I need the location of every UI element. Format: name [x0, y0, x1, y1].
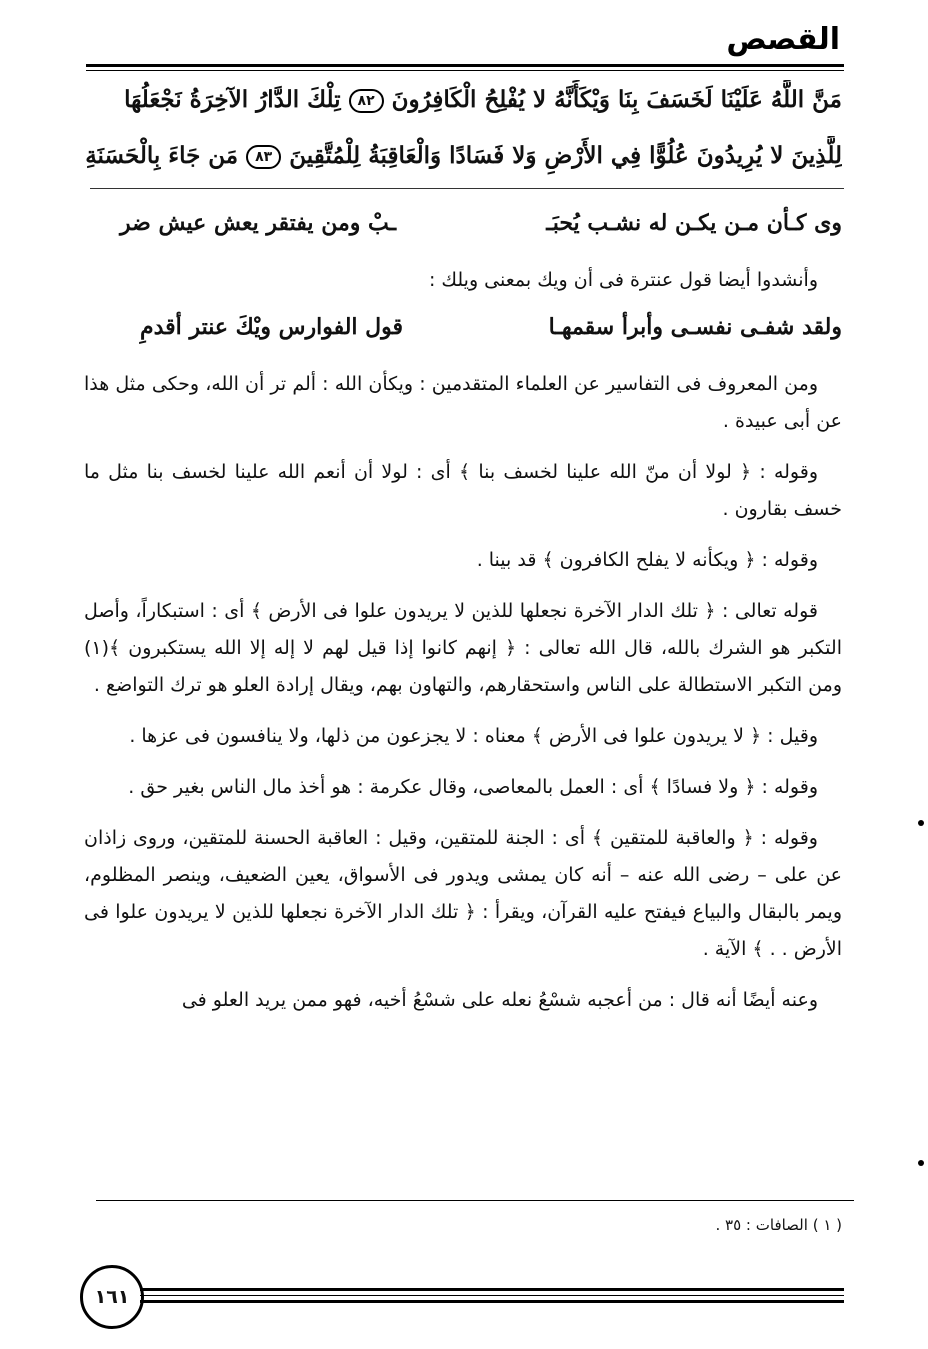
margin-mark	[918, 1160, 924, 1166]
paragraph: وقوله : ﴿ ويكأنه لا يفلح الكافرون ﴾ قد بينا .	[476, 549, 818, 571]
ayah-number-marker: ٨٢	[349, 89, 384, 113]
footnote-rule	[96, 1200, 854, 1201]
poem2-intro	[84, 262, 842, 313]
poem1-hemistich-right: وى كـأن مـن يكـن له نشـب يُحبَـ	[546, 210, 842, 236]
paragraph: وقيل : ﴿ لا يريدون علوا فى الأرض ﴾ معناه : لا يجزعون من ذلها، ولا ينافسون فى عزها .	[129, 725, 818, 747]
quran-text: مَن جَاءَ بِالْحَسَنَةِ	[85, 142, 239, 169]
quran-separator	[90, 188, 844, 189]
margin-mark	[918, 820, 924, 826]
paragraph: قوله تعالى : ﴿ تلك الدار الآخرة نجعلها للذين لا يريدون علوا فى الأرض ﴾ أى : استبكاراً، وأصل التكبر هو الشرك بالله، قال الله تعالى : ﴿ إنهم كانوا إذا قيل لهم لا إله إلا الله يستكبرون ﴾(١) ومن التكبر الاستطالة على الناس واستحقارهم، والتهاون بهم، ويقال إرادة العلو هو ترك التواضع .	[84, 600, 842, 696]
quran-text: تِلْكَ الدَّارُ الآخِرَةُ نَجْعَلُهَا	[124, 86, 341, 113]
paragraph: وعنه أيضًا أنه قال : من أعجبه شسْعُ نعله على شسْعُ أخيه، فهو ممن يريد العلو فى	[181, 989, 818, 1011]
quran-line-2	[82, 136, 842, 176]
footer-rule	[140, 1288, 844, 1291]
poem2-hemistich-right: ولقد شفـى نفسـى وأبرأ سقمهـا	[548, 314, 842, 340]
ayah-number-marker: ٨٣	[246, 145, 281, 169]
intro-text: وأنشدوا أيضا قول عنترة فى أن ويك بمعنى ويلك :	[428, 269, 818, 291]
poem2-hemistich-left: قول الفوارس ويْكَ عنتر أقدمِ	[140, 314, 404, 340]
page-number: ١٦١	[80, 1265, 144, 1329]
header-rule-thick	[86, 64, 844, 67]
body-text	[84, 366, 842, 1033]
header-rule-thin	[86, 70, 844, 71]
paragraph: وقوله : ﴿ لولا أن منّ الله علينا لخسف بنا ﴾ أى : لولا أن أنعم الله علينا لخسف بنا مثل ما خسف بقارون .	[84, 461, 842, 520]
footnote: ( ١ ) الصافات : ٣٥ .	[715, 1216, 842, 1234]
paragraph: ومن المعروف فى التفاسير عن العلماء المتقدمين : ويكأن الله : ألم تر أن الله، وحكى مثل هذا عن أبى عبيدة .	[84, 373, 842, 432]
footer-rule	[140, 1300, 844, 1303]
paragraph: وقوله : ﴿ ولا فسادًا ﴾ أى : العمل بالمعاصى، وقال عكرمة : هو أخذ مال الناس بغير حق .	[128, 776, 818, 798]
quran-text: مَنَّ اللَّهُ عَلَيْنَا لَخَسَفَ بِنَا وَيْكَأَنَّهُ لا يُفْلِحُ الْكَافِرُونَ	[391, 86, 842, 113]
surah-title: القصص	[726, 22, 840, 57]
poem1-hemistich-left: ـبْ ومن يفتقر يعش عيش ضر	[120, 210, 397, 236]
paragraph: وقوله : ﴿ والعاقبة للمتقين ﴾ أى : الجنة للمتقين، وقيل : العاقبة الحسنة للمتقين، وروى زاذان عن على – رضى الله عنه – أنه كان يمشى ويدور فى الأسواق، يعين الضعيف، وينصر المظلوم، ويمر بالبقال والبياع فيفتح عليه القرآن، ويقرأ : ﴿ تلك الدار الآخرة نجعلها للذين لا يريدون علوا فى الأرض . . ﴾ الآية .	[84, 827, 842, 960]
footer-rule	[140, 1295, 844, 1296]
quran-line-1	[82, 80, 842, 120]
quran-text: لِلَّذِينَ لا يُرِيدُونَ عُلُوًّا فِي الأَرْضِ وَلا فَسَادًا وَالْعَاقِبَةُ لِلْمُتَّقِينَ	[289, 142, 842, 169]
